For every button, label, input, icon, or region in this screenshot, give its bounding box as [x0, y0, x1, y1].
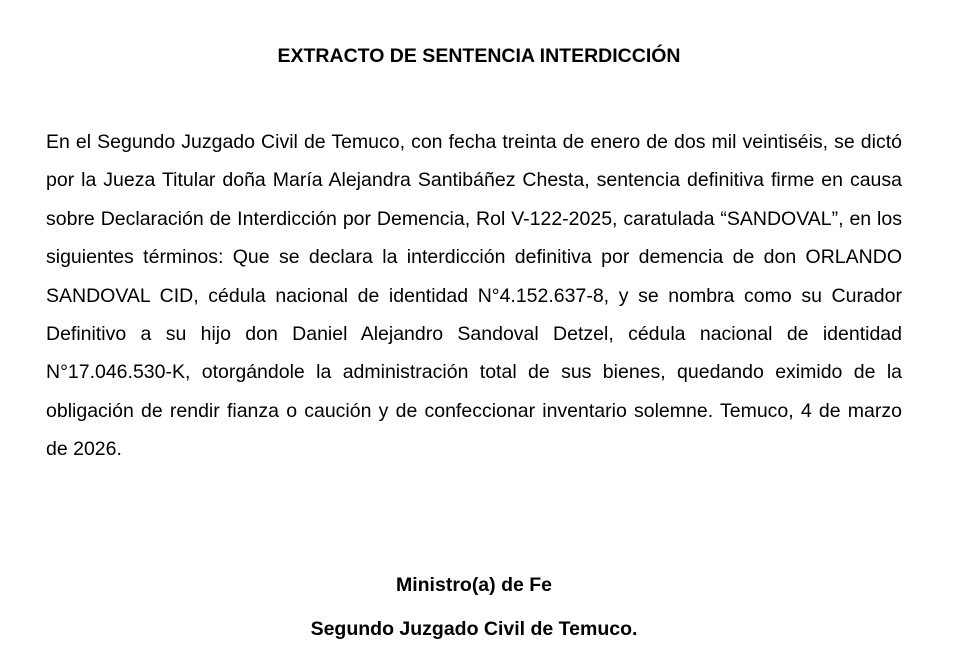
document-title: EXTRACTO DE SENTENCIA INTERDICCIÓN	[277, 45, 681, 67]
signature-title: Ministro(a) de Fe	[395, 574, 552, 596]
document-body: En el Segundo Juzgado Civil de Temuco, con fecha treinta de enero de dos mil veintiséis, se dictó por la Jueza Titular doña María Alejandra Santibáñez Chesta, sentencia definitiva firme en causa sobre Declaración de Interdicción por Demencia, Rol V-122-2025, caratulada “SANDOVAL”, en los siguientes términos: Que se declara la interdicción definitiva por demencia de don ORLANDO SANDOVAL CID, cédula nacional de identidad N°4.152.637-8, y se nombra como su Curador Definitivo a su hijo don Daniel Alejandro Sandoval Detzel, cédula nacional de identidad N°17.046.530-K, otorgándole la administración total de sus bienes, quedando eximido de la obligación de rendir fianza o caución y de confeccionar inventario solemne. Temuco, 4 de marzo de 2026.	[46, 131, 902, 461]
signature-court: Segundo Juzgado Civil de Temuco.	[310, 618, 638, 640]
